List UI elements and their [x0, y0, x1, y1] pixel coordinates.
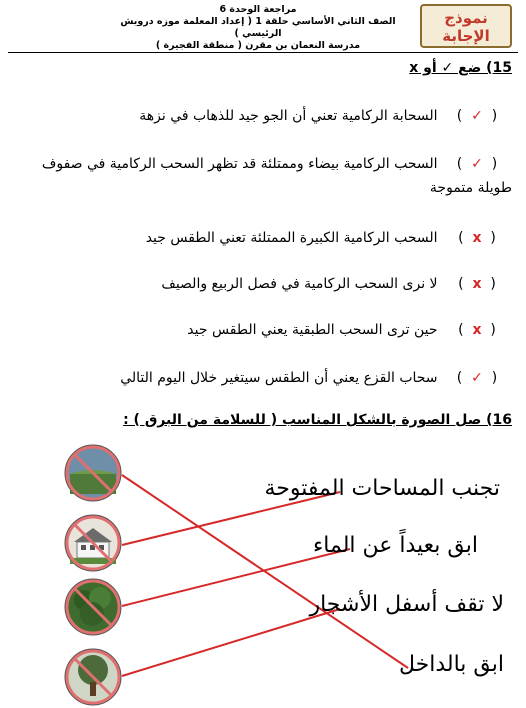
answer-paren[interactable]: ( ✓ ) — [456, 156, 498, 172]
match-option-stay-inside[interactable]: ابق بالداخل — [398, 652, 504, 677]
forest-icon[interactable] — [64, 578, 122, 636]
answer-paren[interactable]: ( x ) — [458, 230, 496, 246]
match-option-avoid-open-areas[interactable]: تجنب المساحات المفتوحة — [264, 476, 500, 501]
match-option-stay-away-from-water[interactable]: ابق بعيداً عن الماء — [312, 533, 478, 558]
statement-text: حين ترى السحب الطبقية يعني الطقس جيد — [187, 322, 438, 338]
tree-icon[interactable] — [64, 648, 122, 706]
open-field-icon[interactable] — [64, 444, 122, 502]
header-line-1: مراجعة الوحدة 6 — [219, 4, 297, 15]
statement-text: السحب الركامية الكبيرة الممتلئة تعني الطقس جيد — [145, 230, 438, 246]
answer-mark: ✓ — [471, 370, 483, 386]
answer-paren[interactable]: ( x ) — [458, 276, 496, 292]
answer-mark: ✓ — [471, 108, 483, 124]
house-icon[interactable] — [64, 514, 122, 572]
badge-line-1: نموذج — [444, 9, 488, 27]
match-line-1 — [122, 475, 408, 668]
answer-paren[interactable]: ( ✓ ) — [456, 370, 498, 386]
question-16-title: 16) صل الصورة بالشكل المناسب ( للسلامة من البرق ) : — [123, 412, 512, 428]
statement-text: لا نرى السحب الركامية في فصل الربيع والصيف — [161, 276, 438, 292]
answer-mark: x — [472, 322, 482, 338]
match-option-not-under-trees[interactable]: لا تقف أسفل الأشجار — [309, 592, 504, 617]
header-line-2: الصف الثاني الأساسي حلقة 1 ( إعداد المعلمة موزه درويش الرئيسي ) — [120, 16, 396, 39]
answer-mark: x — [472, 230, 482, 246]
match-line-4 — [122, 609, 340, 676]
statement-text: السحب الركامية بيضاء وممتلئة قد تظهر السحب الركامية في صفوف طويلة متموجة — [41, 156, 512, 196]
badge-line-2: الإجابة — [442, 27, 490, 45]
header-line-3: مدرسة النعمان بن مقرن ( منطقة الفجيرة ) — [155, 40, 361, 51]
statement-text: السحابة الركامية تعني أن الجو جيد للذهاب في نزهة — [139, 108, 438, 124]
answer-paren[interactable]: ( x ) — [458, 322, 496, 338]
answer-mark: x — [472, 276, 482, 292]
question-15-title: 15) ضع ✓ أو x — [409, 60, 512, 76]
statement-text: سحاب القزع يعني أن الطقس سيتغير خلال اليوم التالي — [120, 370, 438, 386]
answer-paren[interactable]: ( ✓ ) — [456, 108, 498, 124]
answer-mark: ✓ — [471, 156, 483, 172]
